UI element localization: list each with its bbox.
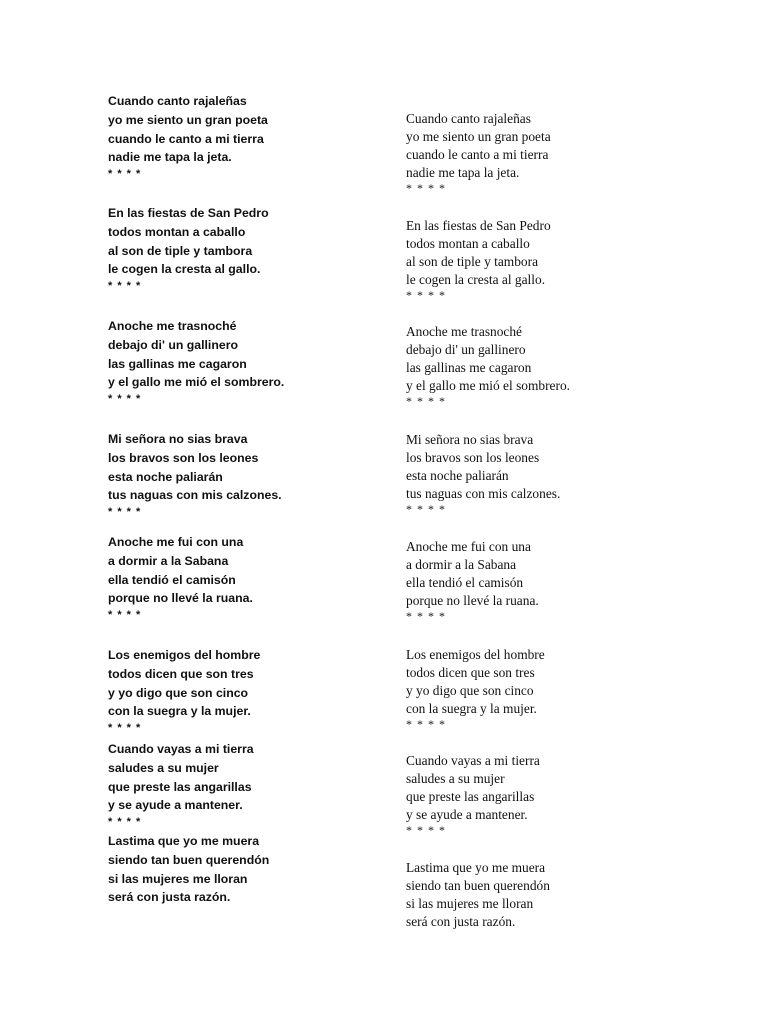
- poem-line: las gallinas me cagaron: [108, 356, 247, 371]
- stanza-separator: * * * *: [108, 393, 142, 406]
- poem-line: debajo di' un gallinero: [108, 337, 238, 352]
- poem-line: los bravos son los leones: [108, 450, 259, 465]
- poem-line: todos montan a caballo: [108, 224, 246, 239]
- stanza: [108, 533, 253, 624]
- stanza-separator: * * * *: [406, 181, 446, 195]
- poem-line: Cuando vayas a mi tierra: [108, 742, 254, 756]
- stanza-separator: * * * *: [108, 609, 142, 622]
- poem-line: yo me siento un gran poeta: [108, 112, 268, 127]
- stanza: [108, 646, 260, 737]
- stanza: [108, 92, 268, 183]
- poem-line: al son de tiple y tambora: [108, 243, 253, 258]
- stanza: [406, 110, 551, 198]
- poem-line: al son de tiple y tambora: [406, 254, 539, 269]
- stanza-separator: * * * *: [406, 502, 446, 516]
- poem-line: esta noche paliarán: [406, 468, 509, 483]
- poem-line: cuando le canto a mi tierra: [108, 131, 264, 146]
- poem-line: yo me siento un gran poeta: [406, 129, 551, 144]
- poem-line: Mi señora no sias brava: [108, 432, 248, 446]
- poem-line: será con justa razón.: [108, 890, 231, 905]
- stanza: [108, 317, 284, 408]
- stanza-separator: * * * *: [108, 506, 142, 519]
- poem-line: En las fiestas de San Pedro: [108, 206, 269, 220]
- poem-line: ella tendió el camisón: [108, 572, 236, 587]
- poem-line: y el gallo me mió el sombrero.: [406, 378, 570, 393]
- poem-line: saludes a su mujer: [108, 760, 219, 775]
- poem-line: todos montan a caballo: [406, 236, 530, 251]
- poem-line: saludes a su mujer: [406, 771, 505, 786]
- poem-line: Los enemigos del hombre: [108, 648, 261, 662]
- stanza: [108, 430, 282, 521]
- poem-line: y yo digo que son cinco: [406, 683, 534, 698]
- poem-line: Lastima que yo me muera: [406, 860, 546, 875]
- stanza: [406, 646, 545, 734]
- poem-line: Cuando vayas a mi tierra: [406, 753, 540, 768]
- poem-line: siendo tan buen querendón: [108, 852, 270, 867]
- poem-line: ella tendió el camisón: [406, 575, 524, 590]
- poem-line: Cuando canto rajaleñas: [406, 111, 531, 126]
- poem-line: cuando le canto a mi tierra: [406, 147, 549, 162]
- poem-line: a dormir a la Sabana: [108, 553, 229, 568]
- poem-line: debajo di' un gallinero: [406, 342, 526, 357]
- poem-line: Los enemigos del hombre: [406, 647, 545, 662]
- poem-line: le cogen la cresta al gallo.: [406, 272, 546, 287]
- stanza-separator: * * * *: [406, 609, 446, 623]
- poem-line: esta noche paliarán: [108, 469, 223, 484]
- poem-line: En las fiestas de San Pedro: [406, 218, 551, 233]
- poem-line: y el gallo me mió el sombrero.: [108, 375, 285, 390]
- poem-line: Anoche me trasnoché: [108, 319, 237, 333]
- stanza: [406, 752, 540, 840]
- stanza-separator: * * * *: [108, 280, 142, 293]
- poem-line: nadie me tapa la jeta.: [406, 165, 520, 180]
- poem-line: tus naguas con mis calzones.: [406, 486, 561, 501]
- stanza-separator: * * * *: [108, 722, 142, 735]
- poem-line: porque no llevé la ruana.: [406, 593, 539, 608]
- poem-line: tus naguas con mis calzones.: [108, 488, 282, 503]
- stanza: [406, 217, 551, 305]
- poem-line: y se ayude a mantener.: [406, 807, 528, 822]
- poem-line: porque no llevé la ruana.: [108, 591, 253, 606]
- poem-line: Anoche me fui con una: [406, 539, 531, 554]
- poem-line: Mi señora no sias brava: [406, 432, 534, 447]
- poem-line: que preste las angarillas: [406, 789, 535, 804]
- poem-line: Cuando canto rajaleñas: [108, 94, 247, 108]
- stanza: [108, 740, 254, 831]
- stanza: [108, 204, 269, 295]
- poem-line: siendo tan buen querendón: [406, 878, 550, 893]
- poem-line: y se ayude a mantener.: [108, 798, 243, 813]
- poem-line: si las mujeres me lloran: [406, 896, 534, 911]
- stanza-separator: * * * *: [108, 168, 142, 181]
- poem-line: con la suegra y la mujer.: [108, 704, 251, 719]
- poem-line: las gallinas me cagaron: [406, 360, 532, 375]
- poem-line: Anoche me fui con una: [108, 535, 244, 549]
- poem-line: con la suegra y la mujer.: [406, 701, 537, 716]
- poem-line: Lastima que yo me muera: [108, 834, 260, 848]
- poem-line: y yo digo que son cinco: [108, 685, 249, 700]
- poem-line: Anoche me trasnoché: [406, 324, 523, 339]
- poem-line: todos dicen que son tres: [108, 666, 254, 681]
- stanza-separator: * * * *: [406, 823, 446, 837]
- stanza: [406, 323, 570, 411]
- poem-line: le cogen la cresta al gallo.: [108, 262, 261, 277]
- poem-line: nadie me tapa la jeta.: [108, 150, 232, 165]
- stanza-separator: * * * *: [406, 394, 446, 408]
- stanza-separator: * * * *: [406, 288, 446, 302]
- poem-line: todos dicen que son tres: [406, 665, 535, 680]
- poem-line: será con justa razón.: [406, 914, 516, 929]
- stanza: [406, 859, 550, 931]
- poem-line: que preste las angarillas: [108, 779, 252, 794]
- poem-line: los bravos son los leones: [406, 450, 540, 465]
- stanza: [406, 431, 560, 519]
- stanza: [406, 538, 539, 626]
- stanza-separator: * * * *: [406, 717, 446, 731]
- stanza: [108, 832, 269, 907]
- poem-line: si las mujeres me lloran: [108, 871, 248, 886]
- poem-line: a dormir a la Sabana: [406, 557, 517, 572]
- stanza-separator: * * * *: [108, 816, 142, 829]
